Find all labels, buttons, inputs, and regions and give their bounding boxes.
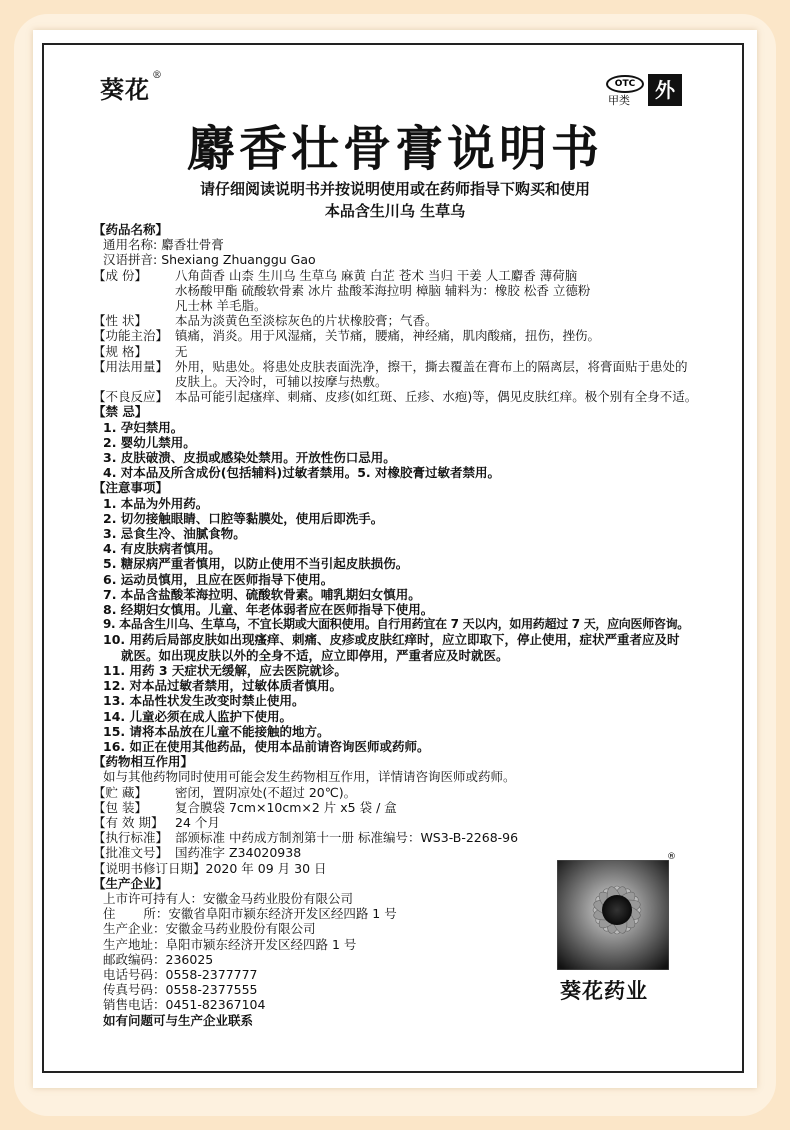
sunflower-logo-image: [557, 860, 669, 970]
precaution-item: 1. 本品为外用药。: [103, 495, 209, 511]
sales-number: 0451-82367104: [165, 997, 266, 1013]
manufacturer-header: 【生产企业】: [93, 875, 169, 891]
spec-text: 无: [175, 343, 188, 359]
precaution-item: 8. 经期妇女慎用。儿童、年老体弱者应在医师指导下使用。: [103, 602, 434, 618]
precaution-item: 14. 儿童必须在成人监护下使用。: [103, 708, 292, 724]
precaution-item: 2. 切勿接触眼睛、口腔等黏膜处，使用后即洗手。: [103, 510, 384, 526]
precaution-item: 12. 对本品过敏者禁用，过敏体质者慎用。: [103, 678, 342, 694]
usage-row: [93, 359, 703, 374]
interactions-text: 如与其他药物同时使用可能会发生药物相互作用，详情请咨询医师或药师。: [103, 769, 516, 785]
logo-registered-mark: ®: [667, 852, 676, 862]
address-text: 安徽省阜阳市颍东经济开发区经四路 1 号: [168, 906, 397, 922]
address-label: 住 所：: [103, 906, 169, 922]
otc-badge: [606, 71, 675, 107]
otc-class: 甲类: [608, 94, 630, 107]
precaution-item: 10. 用药后局部皮肤如出现瘙痒、刺痛、皮疹或皮肤红痒时，应立即取下，停止使用，症状严重者应及时: [103, 632, 680, 648]
precaution-item: 6. 运动员慎用，且应在医师指导下使用。: [103, 571, 334, 587]
drug-name-header: 【药品名称】: [93, 222, 169, 237]
contraindication-item: 4. 对本品及所含成份(包括辅料)过敏者禁用。5. 对橡胶膏过敏者禁用。: [103, 465, 501, 481]
ingredient-warning: 本品含生川乌 生草乌: [324, 202, 466, 220]
usage-text: 外用，贴患处。将患处皮肤表面洗净，擦干，撕去覆盖在膏布上的隔离层，将膏面贴于患处的: [175, 358, 688, 374]
otc-oval: OTC: [606, 75, 644, 93]
external-use-box: 外: [648, 74, 682, 106]
packaging-row: [93, 800, 703, 815]
spec-label: 【规 格】: [93, 343, 147, 359]
precautions-header: 【注意事项】: [93, 480, 169, 496]
contraindication-item: 3. 皮肤破溃、皮损或感染处禁用。开放性伤口忌用。: [103, 450, 396, 466]
validity-text: 24 个月: [175, 814, 220, 830]
pinyin-label: 汉语拼音:: [103, 252, 158, 268]
storage-label: 【贮 藏】: [93, 784, 147, 800]
approval-text: 国药准字 Z34020938: [175, 845, 302, 861]
validity-row: [93, 815, 703, 830]
precaution-item: 9. 本品含生川乌、生草乌，不宜长期或大面积使用。自行用药宜在 7 天以内，如用药超过 7 天，应向医师咨询。: [103, 617, 690, 632]
phone-label: 电话号码：: [103, 966, 166, 982]
ingredients-row: [93, 268, 703, 283]
interactions-header: 【药物相互作用】: [93, 754, 194, 770]
contraindication-item: 1. 孕妇禁用。: [103, 419, 184, 435]
precaution-item: 3. 忌食生冷、油腻食物。: [103, 526, 246, 542]
precaution-item: 13. 本品性状发生改变时禁止使用。: [103, 693, 305, 709]
precaution-item: 4. 有皮肤病者慎用。: [103, 541, 221, 557]
precaution-item: 15. 请将本品放在儿童不能接触的地方。: [103, 723, 330, 739]
maker-name: 安徽金马药业股份有限公司: [165, 921, 316, 937]
pinyin-row: [93, 252, 703, 267]
holder-label: 上市许可持有人：: [103, 890, 204, 906]
ingredients-label: 【成 份】: [93, 267, 147, 283]
approval-row: [93, 845, 703, 860]
precaution-item-continued: 就医。如出现皮肤以外的全身不适，应立即停用，严重者应及时就医。: [121, 647, 509, 663]
pinyin-name: Shexiang Zhuanggu Gao: [161, 252, 316, 268]
approval-label: 【批准文号】: [93, 845, 169, 861]
properties-text: 本品为淡黄色至淡棕灰色的片状橡胶膏；气香。: [175, 313, 438, 329]
registered-mark: ®: [152, 70, 163, 81]
packaging-label: 【包 装】: [93, 799, 147, 815]
adverse-label: 【不良反应】: [93, 389, 169, 405]
indications-row: [93, 328, 703, 343]
warning-subtitle: 请仔细阅读说明书并按说明使用或在药师指导下购买和使用: [199, 180, 590, 198]
zip-code: 236025: [165, 951, 214, 967]
adverse-text: 本品可能引起瘙痒、刺痛、皮疹(如红斑、丘疹、水疱)等，偶见皮肤红痒。极个别有全身不适。: [175, 389, 698, 405]
usage-label: 【用法用量】: [93, 358, 169, 374]
generic-name-label: 通用名称:: [103, 237, 158, 253]
packaging-text: 复合膜袋 7cm×10cm×2 片 x5 袋 / 盒: [175, 799, 397, 815]
fax-label: 传真号码：: [103, 982, 166, 998]
spec-row: [93, 344, 703, 359]
phone-number: 0558-2377777: [165, 966, 258, 982]
standard-label: 【执行标准】: [93, 830, 169, 846]
zip-label: 邮政编码：: [103, 951, 166, 967]
document-title: 麝香壮骨膏说明书: [186, 121, 603, 177]
generic-name-row: [93, 237, 703, 252]
ingredients-line: 凡士林 羊毛脂。: [175, 298, 267, 314]
fax-number: 0558-2377555: [165, 982, 258, 998]
indications-label: 【功能主治】: [93, 328, 169, 344]
storage-text: 密闭，置阴凉处(不超过 20℃)。: [175, 784, 357, 800]
contraindication-item: 2. 婴幼儿禁用。: [103, 434, 196, 450]
revision-label: 【说明书修订日期】: [93, 860, 206, 876]
standard-text: 部颁标准 中药成方制剂第十一册 标准编号：WS3-B-2268-96: [175, 830, 519, 846]
company-brand: 葵花药业: [560, 978, 648, 1003]
precaution-item: 16. 如正在使用其他药品，使用本品前请咨询医师或药师。: [103, 738, 430, 754]
revision-date: 2020 年 09 月 30 日: [205, 860, 327, 876]
contact-note: 如有问题可与生产企业联系: [103, 1012, 254, 1028]
validity-label: 【有 效 期】: [93, 814, 164, 830]
production-address-label: 生产地址：: [103, 936, 166, 952]
contraindications-header: 【禁 忌】: [93, 404, 148, 420]
usage-text: 皮肤上。天冷时，可辅以按摩与热敷。: [175, 374, 388, 390]
holder-name: 安徽金马药业股份有限公司: [203, 890, 354, 906]
indications-text: 镇痛，消炎。用于风湿痛，关节痛，腰痛，神经痛，肌肉酸痛，扭伤，挫伤。: [175, 328, 601, 344]
generic-name: 麝香壮骨膏: [161, 237, 224, 253]
brand-logo: [100, 70, 163, 105]
sales-label: 销售电话：: [103, 997, 166, 1013]
ingredients-line: 水杨酸甲酯 硫酸软骨素 冰片 盐酸苯海拉明 樟脑 辅料为：橡胶 松香 立德粉: [175, 282, 591, 298]
adverse-row: [93, 389, 703, 404]
standard-row: [93, 830, 703, 845]
properties-label: 【性 状】: [93, 313, 147, 329]
precaution-item: 5. 糖尿病严重者慎用，以防止使用不当引起皮肤损伤。: [103, 556, 409, 572]
storage-row: [93, 785, 703, 800]
properties-row: [93, 313, 703, 328]
brand-logo-text: 葵花: [100, 75, 150, 104]
precaution-item: 7. 本品含盐酸苯海拉明、硫酸软骨素。哺乳期妇女慎用。: [103, 586, 421, 602]
production-address: 阜阳市颍东经济开发区经四路 1 号: [165, 936, 357, 952]
ingredients-line: 八角茴香 山柰 生川乌 生草乌 麻黄 白芷 苍术 当归 干姜 人工麝香 薄荷脑: [175, 267, 578, 283]
precaution-item: 11. 用药 3 天症状无缓解，应去医院就诊。: [103, 662, 347, 678]
maker-label: 生产企业：: [103, 921, 166, 937]
